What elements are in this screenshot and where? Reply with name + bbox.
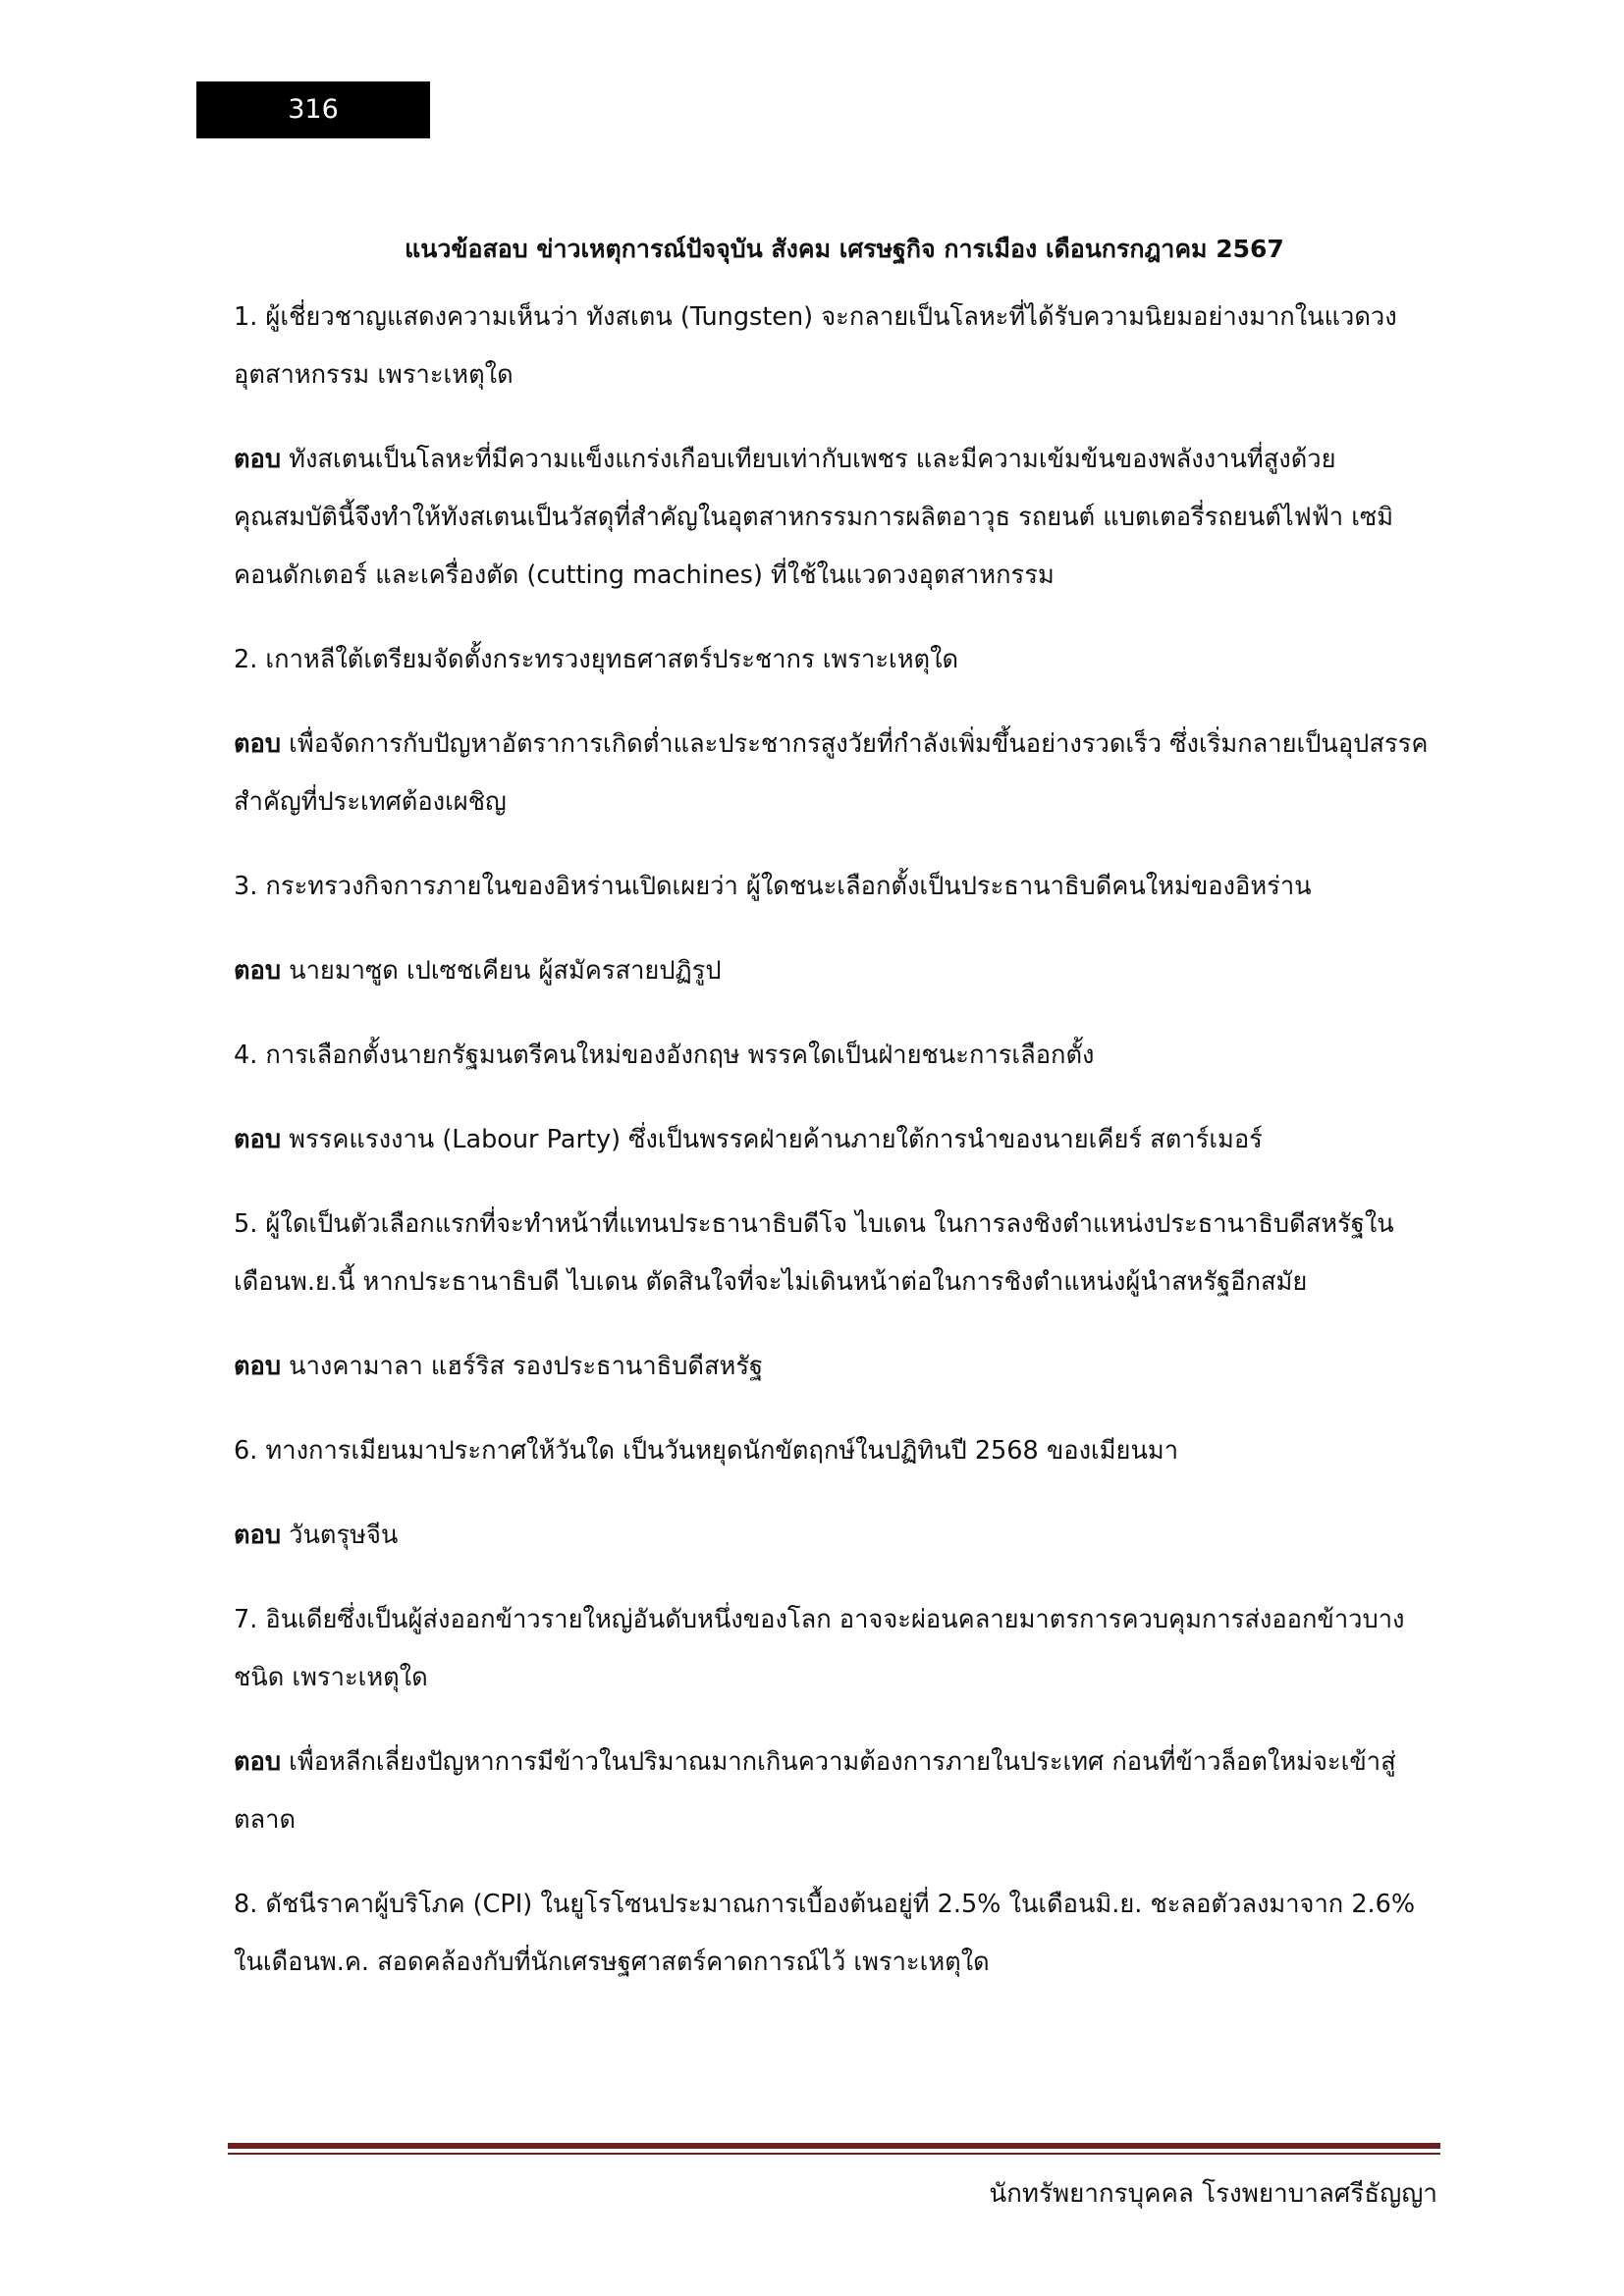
document-body [234, 188, 1441, 2018]
answer-label: ตอบ [234, 1747, 282, 1777]
answer-label: ตอบ [234, 445, 282, 474]
qa-item-6 [234, 1422, 1441, 1565]
answer-value: นายมาซูด เปเซชเคียน ผู้สมัครสายปฏิรูป [289, 956, 722, 986]
footer-organization: นักทรัพยากรบุคคล โรงพยาบาลศรีธัญญา [989, 2179, 1437, 2209]
footer-divider-thick [228, 2143, 1440, 2149]
answer-value: วันตรุษจีน [289, 1521, 399, 1550]
question-text: 5. ผู้ใดเป็นตัวเลือกแรกที่จะทำหน้าที่แทนประธานาธิบดีโจ ไบเดน ในการลงชิงตำแหน่งประธานาธิบดีสหรัฐในเดือนพ.ย.นี้ หากประธานาธิบดี ไบเดน ตัดสินใจที่จะไม่เดินหน้าต่อในการชิงตำแหน่งผู้นำสหรัฐอีกสมัย [234, 1209, 1394, 1297]
qa-item-5 [234, 1196, 1441, 1396]
qa-item-7 [234, 1591, 1441, 1849]
question-text: 3. กระทรวงกิจการภายในของอิหร่านเปิดเผยว่า ผู้ใดชนะเลือกตั้งเป็นประธานาธิบดีคนใหม่ของอิหร่าน [234, 872, 1312, 901]
question-text: 6. ทางการเมียนมาประกาศให้วันใด เป็นวันหยุดนักขัตฤกษ์ในปฏิทินปี 2568 ของเมียนมา [234, 1436, 1179, 1466]
qa-item-3 [234, 858, 1441, 1000]
question-text: 4. การเลือกตั้งนายกรัฐมนตรีคนใหม่ของอังกฤษ พรรคใดเป็นฝ่ายชนะการเลือกตั้ง [234, 1041, 1095, 1070]
answer-text [234, 716, 1441, 831]
question-text: 8. ดัชนีราคาผู้บริโภค (CPI) ในยูโรโซนประมาณการเบื้องต้นอยู่ที่ 2.5% ในเดือนมิ.ย. ชะลอตัวลงมาจาก 2.6% ในเดือนพ.ค. สอดคล้องกับที่นักเศรษฐศาสตร์คาดการณ์ไว้ เพราะเหตุใด [234, 1890, 1416, 1977]
question-text: 2. เกาหลีใต้เตรียมจัดตั้งกระทรวงยุทธศาสตร์ประชากร เพราะเหตุใด [234, 645, 959, 674]
answer-text [234, 431, 1441, 605]
qa-item-1 [234, 289, 1441, 605]
page-number: 316 [196, 81, 430, 138]
answer-value: เพื่อจัดการกับปัญหาอัตราการเกิดต่ำและประชากรสูงวัยที่กำลังเพิ่มขึ้นอย่างรวดเร็ว ซึ่งเริ่มกลายเป็นอุปสรรคสำคัญที่ประเทศต้องเผชิญ [234, 729, 1429, 817]
answer-label: ตอบ [234, 1352, 282, 1381]
answer-text [234, 1338, 1441, 1396]
question-text: 7. อินเดียซึ่งเป็นผู้ส่งออกข้าวรายใหญ่อันดับหนึ่งของโลก อาจจะผ่อนคลายมาตรการควบคุมการส่งออกข้าวบางชนิด เพราะเหตุใด [234, 1605, 1405, 1692]
answer-label: ตอบ [234, 1521, 282, 1550]
answer-value: นางคามาลา แฮร์ริส รองประธานาธิบดีสหรัฐ [289, 1352, 764, 1381]
qa-item-2 [234, 631, 1441, 831]
answer-label: ตอบ [234, 729, 282, 759]
answer-value: ทังสเตนเป็นโลหะที่มีความแข็งแกร่งเกือบเทียบเท่ากับเพชร และมีความเข้มข้นของพลังงานที่สูงด้วย คุณสมบัตินี้จึงทำให้ทังสเตนเป็นวัสดุที่สำคัญในอุตสาหกรรมการผลิตอาวุธ รถยนต์ แบตเตอรี่รถยนต์ไฟฟ้า เซมิคอนดักเตอร์ และเครื่องตัด (cutting machines) ที่ใช้ในแวดวงอุตสาหกรรม [234, 445, 1394, 590]
answer-label: ตอบ [234, 1125, 282, 1154]
document-title: แนวข้อสอบ ข่าวเหตุการณ์ปัจจุบัน สังคม เศรษฐกิจ การเมือง เดือนกรกฎาคม 2567 [405, 235, 1284, 263]
footer-divider-thin [228, 2153, 1440, 2155]
answer-label: ตอบ [234, 956, 282, 986]
qa-item-4 [234, 1027, 1441, 1169]
answer-text [234, 942, 1441, 1000]
answer-value: พรรคแรงงาน (Labour Party) ซึ่งเป็นพรรคฝ่ายค้านภายใต้การนำของนายเคียร์ สตาร์เมอร์ [289, 1125, 1263, 1154]
qa-item-8 [234, 1876, 1441, 1992]
question-text: 1. ผู้เชี่ยวชาญแสดงความเห็นว่า ทังสเตน (Tungsten) จะกลายเป็นโลหะที่ได้รับความนิยมอย่างมากในแวดวงอุตสาหกรรม เพราะเหตุใด [234, 302, 1397, 390]
answer-text [234, 1111, 1441, 1169]
answer-value: เพื่อหลีกเลี่ยงปัญหาการมีข้าวในปริมาณมากเกินความต้องการภายในประเทศ ก่อนที่ข้าวล็อตใหม่จะเข้าสู่ตลาด [234, 1747, 1396, 1835]
answer-text [234, 1507, 1441, 1565]
answer-text [234, 1734, 1441, 1849]
